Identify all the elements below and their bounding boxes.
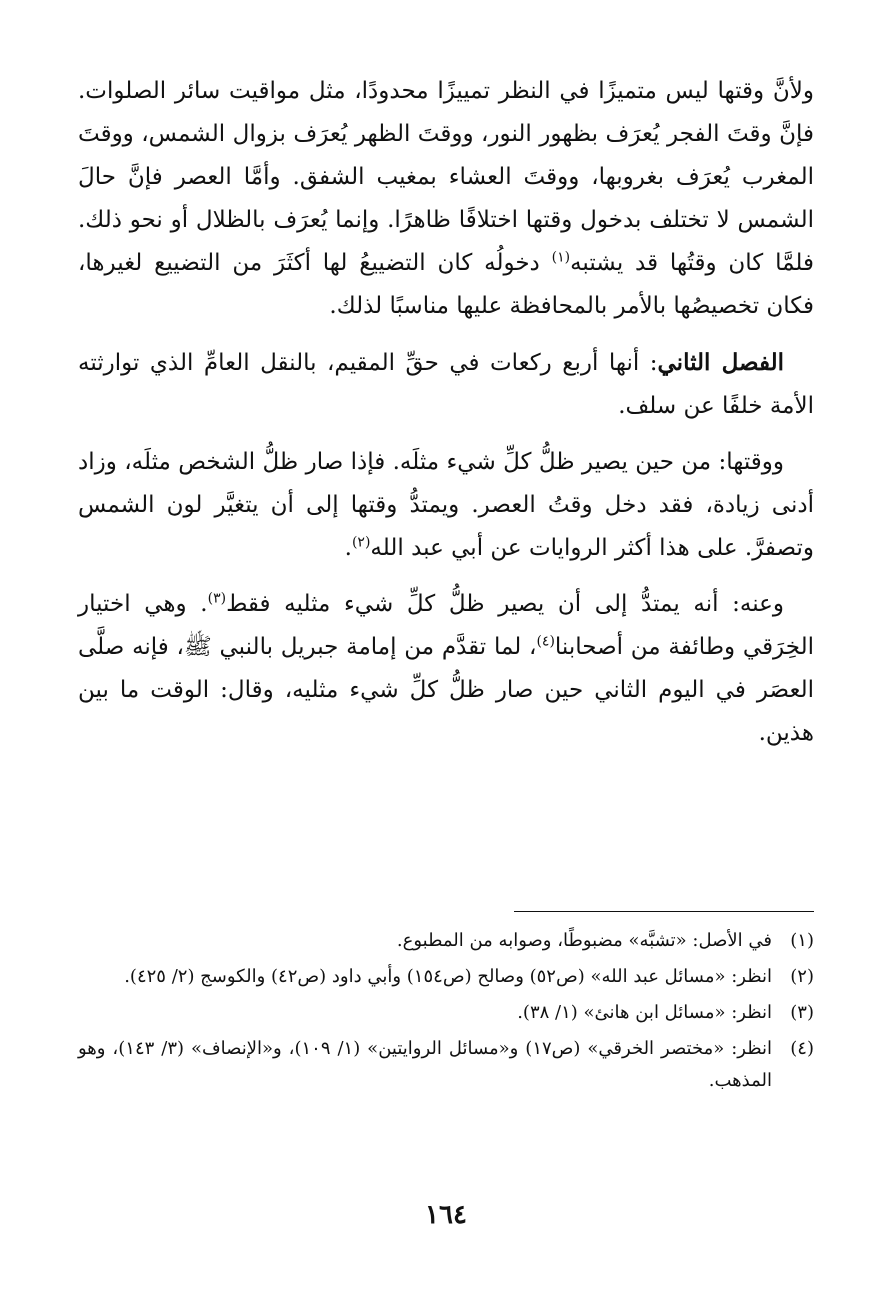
paragraph-4-text-a: وعنه: أنه يمتدُّ إلى أن يصير ظلُّ كلِّ شيء مثليه فقط <box>226 591 784 617</box>
footnote-3 <box>78 997 814 1029</box>
main-text <box>78 70 814 768</box>
footnote-number: (٣) <box>790 1002 814 1023</box>
page-number: ١٦٤ <box>425 1200 467 1230</box>
footnote-ref-2: (٢) <box>351 534 371 551</box>
footnote-separator <box>514 911 814 912</box>
paragraph-3-text-a: ووقتها: من حين يصير ظلُّ كلِّ شيء مثلَه. فإذا صار ظلُّ الشخص مثلَه، وزاد أدنى زيادة، فقد دخل وقتُ العصر. ويمتدُّ وقتها إلى أن يتغيَّر لون الشمس وتصفرَّ. على هذا أكثر الروايات عن أبي عبد الله <box>78 449 814 561</box>
paragraph-4-text-c: ، لما تقدَّم من إمامة جبريل بالنبي ﷺ، فإنه صلَّى العصَر في اليوم الثاني حين صار ظلُّ كلِّ شيء مثليه، وقال: الوقت ما بين هذين. <box>78 634 814 746</box>
footnote-text: انظر: «مسائل ابن هانئ» (١/ ٣٨). <box>517 1002 772 1023</box>
footnote-ref-3: (٣) <box>207 590 227 607</box>
paragraph-4-text-b: . وهي اختيار الخِرَقي وطائفة من أصحابنا <box>78 591 814 660</box>
paragraph-3-text-b: . <box>344 535 352 561</box>
paragraph-4 <box>78 583 814 755</box>
footnote-4 <box>78 1033 814 1097</box>
paragraph-1-text-a: ولأنَّ وقتها ليس متميزًا في النظر تمييزًا محدودًا، مثل مواقيت سائر الصلوات. فإنَّ وقتَ الفجر يُعرَف بظهور النور، ووقتَ الظهر يُعرَف بزوال الشمس، ووقتَ المغرب يُعرَف بغروبها، ووقتَ العشاء بمغيب الشفق. وأمَّا العصر فإنَّ حالَ الشمس لا تختلف بدخول وقتها اختلافًا ظاهرًا. وإنما يُعرَف بالظلال أو نحو ذلك. فلمَّا كان وقتُها قد يشتبه <box>78 78 814 276</box>
footnote-text: انظر: «مسائل عبد الله» (ص٥٢) وصالح (ص١٥٤) وأبي داود (ص٤٢) والكوسج (٢/ ٤٢٥). <box>124 966 772 987</box>
footnote-text: انظر: «مختصر الخرقي» (ص١٧) و«مسائل الروايتين» (١/ ١٠٩)، و«الإنصاف» (٣/ ١٤٣)، وهو المذهب. <box>78 1038 772 1091</box>
footnotes <box>78 925 814 1101</box>
footnote-text: في الأصل: «تشبَّه» مضبوطًا، وصوابه من المطبوع. <box>396 930 772 951</box>
section-heading: الفصل الثاني <box>657 349 785 376</box>
paragraph-2-text: : أنها أربع ركعات في حقِّ المقيم، بالنقل العامِّ الذي توارثته الأمة خلفًا عن سلف. <box>78 350 814 419</box>
footnote-number: (٤) <box>790 1038 814 1059</box>
footnote-number: (٢) <box>790 966 814 987</box>
paragraph-3 <box>78 441 814 570</box>
paragraph-1 <box>78 70 814 328</box>
footnote-ref-4: (٤) <box>536 633 555 650</box>
footnote-2 <box>78 961 814 993</box>
footnote-ref-1: (١) <box>551 249 571 266</box>
footnote-1 <box>78 925 814 957</box>
footnote-number: (١) <box>790 930 814 951</box>
paragraph-2 <box>78 341 814 428</box>
paragraph-1-text-b: دخولُه كان التضييعُ لها أكثَرَ من التضييع لغيرها، فكان تخصيصُها بالأمر بالمحافظة عليها مناسبًا لذلك. <box>78 250 814 319</box>
